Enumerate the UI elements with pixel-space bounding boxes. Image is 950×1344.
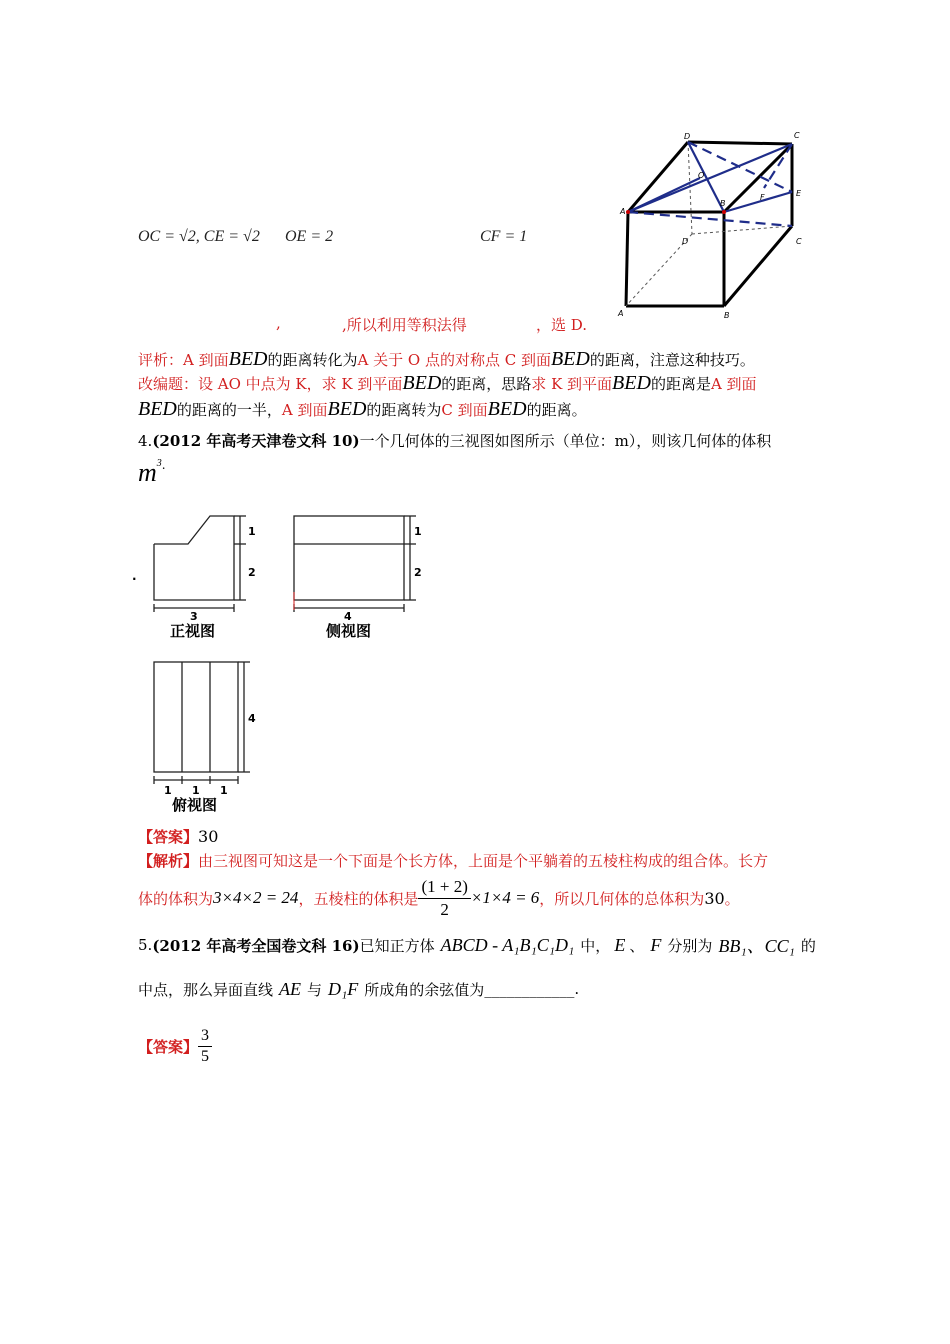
pingxi-symmetric: A 关于 O 点的对称点 C 到面: [357, 351, 551, 369]
front-dim-3: 3: [190, 610, 198, 623]
label-F: F: [760, 193, 765, 202]
side-dim-4: 4: [344, 610, 352, 623]
q5-text: 中点，那么异面直线: [138, 980, 274, 999]
front-view-label: 正视图: [170, 622, 216, 640]
gaibian-text: 的距离。: [526, 401, 587, 419]
gaibian-text: A 到面: [710, 375, 757, 393]
q5-number: 5.: [138, 936, 153, 954]
calc-cuboid: 3×4×2 = 24: [213, 888, 299, 907]
fraction: [418, 876, 470, 921]
plane-bed: BED: [550, 348, 590, 370]
q5-text: 的: [800, 936, 816, 955]
analysis-text: 体的体积为: [138, 889, 214, 908]
label-E: E: [796, 189, 802, 198]
top-dim-4: 4: [248, 712, 256, 725]
answer-blank: ____________: [484, 980, 575, 998]
gaibian-text: 的距离的一半，: [176, 401, 282, 419]
side-view-label: 侧视图: [326, 622, 372, 640]
edges: BB₁、CC₁: [718, 936, 795, 956]
formula-oe: OE = 2: [285, 228, 334, 245]
point-e: E: [614, 934, 626, 955]
q5-text: 与: [307, 980, 323, 999]
line-ae: AE: [279, 978, 302, 999]
plane-bed: BED: [402, 372, 442, 394]
q5-text: 所成角的余弦值为: [364, 980, 485, 999]
label-B1: B: [724, 311, 730, 320]
gaibian-text: 的距离转为: [366, 401, 442, 419]
point-f: F: [650, 934, 662, 955]
top-view-label: 俯视图: [172, 796, 218, 814]
gaibian-line-1: [138, 372, 757, 395]
gaibian-intro: 改编题：设 AO 中点为 K，求 K 到平面: [138, 375, 403, 393]
q5-line-2: [138, 972, 579, 1006]
side-dim-1: 1: [414, 525, 422, 538]
answer-tag: 【答案】: [138, 1037, 199, 1056]
label-A: A: [620, 207, 626, 216]
unit-m: m: [138, 458, 157, 487]
side-dim-2: 2: [414, 566, 422, 579]
plane-bed: BED: [612, 372, 651, 394]
answer-fraction: [198, 1026, 212, 1067]
label-D: D: [684, 132, 691, 141]
q4-question: 一个几何体的三视图如图所示（单位：m），则该几何体的体积: [359, 432, 772, 450]
total-volume: 30: [704, 888, 725, 908]
formula-cf: CF = 1: [480, 228, 528, 245]
pingxi-line: [138, 348, 755, 371]
fraction-numerator: (1 + 2): [418, 876, 470, 899]
svg-text:.: .: [132, 569, 137, 583]
q4-analysis-line-2: [138, 876, 740, 920]
plane-bed: BED: [228, 348, 268, 370]
analysis-end: 。: [724, 889, 740, 908]
top-dim-1a: 1: [164, 784, 172, 797]
gaibian-text: 的距离，思路: [441, 375, 532, 393]
q5-period: .: [574, 980, 580, 998]
front-dim-1: 1: [248, 525, 256, 538]
conclusion-comma: ,: [276, 314, 281, 332]
conclusion-choose-d: ，选 D.: [536, 316, 588, 334]
top-dim-1b: 1: [192, 784, 200, 797]
unit-period: .: [161, 458, 166, 472]
q5-line-1: [138, 930, 816, 960]
gaibian-text: C 到面: [441, 401, 488, 419]
q5-text: 分别为: [667, 936, 713, 955]
plane-bed: BED: [327, 398, 367, 420]
label-B: B: [720, 199, 726, 208]
pingxi-tip: 的距离，注意这种技巧。: [589, 351, 755, 369]
cube-name: ABCD - A₁B₁C₁D₁: [440, 934, 575, 955]
gaibian-text: 求 K 到平面: [531, 375, 613, 393]
calc-prism: ×1×4 = 6: [470, 888, 540, 907]
q4-source: (2012 年高考天津卷文科 10): [152, 432, 360, 450]
plane-bed: BED: [138, 398, 177, 420]
gaibian-text: A 到面: [281, 401, 328, 419]
cube-figure: [600, 128, 820, 328]
q5-sep: 、: [629, 936, 645, 955]
pingxi-a-to-plane: 评析：A 到面: [138, 351, 229, 369]
label-O: O: [698, 171, 705, 180]
conclusion-volume-method: ,所以利用等积法得: [342, 316, 467, 334]
q4-stem: [138, 430, 771, 451]
fraction-denominator: 5: [201, 1047, 210, 1065]
q4-answer: [138, 826, 218, 847]
label-C: C: [794, 131, 800, 140]
plane-bed: BED: [487, 398, 527, 420]
front-dim-2: 2: [248, 566, 256, 579]
formula-oc-ce: OC = √2, CE = √2: [138, 228, 260, 245]
q5-source: (2012 年高考全国卷文科 16): [152, 936, 360, 955]
pingxi-convert: 的距离转化为: [267, 351, 358, 369]
line-d1f: D₁F: [328, 978, 359, 999]
q4-number: 4.: [138, 432, 153, 450]
q4-analysis-line-1: [138, 850, 768, 871]
label-C1: C: [796, 237, 802, 246]
label-D1: D: [682, 237, 689, 246]
analysis-text: ，所以几何体的总体积为: [539, 889, 705, 908]
q5-text: 中，: [580, 936, 611, 955]
analysis-text: 由三视图可知这是一个下面是个长方体，上面是个平躺着的五棱柱构成的组合体。长方: [198, 852, 769, 870]
q4-unit: [138, 458, 166, 488]
analysis-text: ，五棱柱的体积是: [298, 889, 419, 908]
q5-text: 已知正方体: [359, 936, 435, 955]
fraction-numerator: 3: [198, 1026, 212, 1047]
analysis-tag: 【解析】: [138, 852, 199, 870]
gaibian-text: 的距离是: [650, 375, 711, 393]
gaibian-line-2: [138, 398, 587, 421]
answer-value: 30: [198, 827, 219, 846]
three-view-figure: [130, 500, 430, 820]
label-A1: A: [618, 309, 624, 318]
q5-answer: [138, 1022, 212, 1070]
top-dim-1c: 1: [220, 784, 228, 797]
unit-exponent: 3: [156, 458, 162, 469]
fraction-denominator: 2: [440, 899, 449, 919]
answer-tag: 【答案】: [138, 828, 199, 846]
